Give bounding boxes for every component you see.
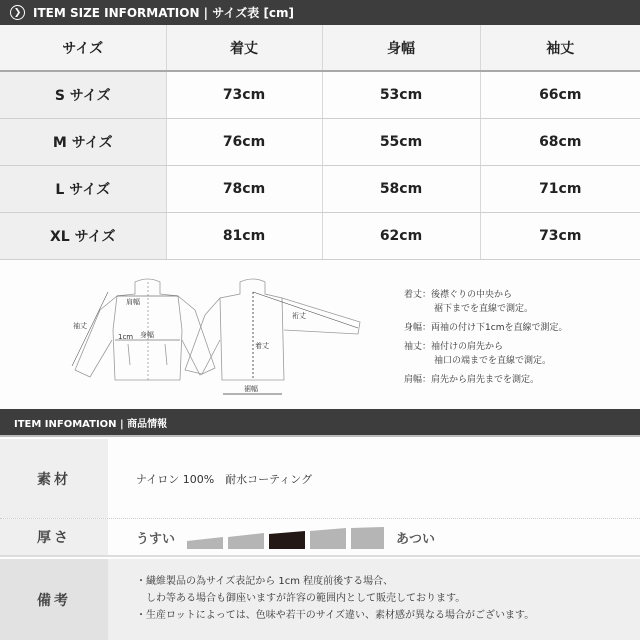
size-label: M サイズ bbox=[0, 118, 166, 165]
table-cell: 55cm bbox=[322, 118, 480, 165]
thick-label: あつい bbox=[396, 531, 436, 547]
table-cell: 62cm bbox=[322, 212, 480, 259]
measurement-notes bbox=[404, 288, 567, 392]
remarks-row bbox=[0, 559, 640, 640]
column-header: サイズ bbox=[0, 25, 166, 71]
remark-line: ・生産ロットによっては、色味や若干のサイズ違い、素材感が異なる場合がございます。 bbox=[136, 610, 535, 621]
item-info-title: ITEM INFOMATION | 商品情報 bbox=[14, 418, 168, 430]
remarks-text bbox=[108, 559, 640, 640]
column-header: 身幅 bbox=[322, 25, 480, 71]
table-cell: 73cm bbox=[480, 212, 640, 259]
table-cell: 68cm bbox=[480, 118, 640, 165]
thickness-scale bbox=[187, 525, 384, 549]
column-header: 着丈 bbox=[166, 25, 322, 71]
table-cell: 81cm bbox=[166, 212, 322, 259]
size-label: L サイズ bbox=[0, 165, 166, 212]
thickness-label: 厚さ bbox=[0, 519, 108, 555]
note-shoulder: 肩幅：肩先から肩先までを測定。 bbox=[404, 375, 540, 385]
thickness-level-1 bbox=[187, 527, 223, 549]
table-row bbox=[0, 71, 640, 118]
remarks-label: 備考 bbox=[0, 559, 108, 640]
thickness-level-5 bbox=[351, 527, 384, 549]
size-table bbox=[0, 25, 640, 260]
table-row bbox=[0, 165, 640, 212]
note-body-width: 身幅：両袖の付け下1cmを直線で測定。 bbox=[404, 323, 568, 333]
note-length: 着丈：後襟ぐりの中央から 裾下までを直線で測定。 bbox=[404, 290, 534, 314]
table-cell: 66cm bbox=[480, 71, 640, 118]
remark-line: しわ等ある場合も御座いますが許容の範囲内として販売しております。 bbox=[136, 593, 466, 604]
table-cell: 76cm bbox=[166, 118, 322, 165]
label-sleeve: 袖丈 bbox=[73, 322, 87, 330]
table-cell: 58cm bbox=[322, 165, 480, 212]
size-label: XL サイズ bbox=[0, 212, 166, 259]
table-cell: 53cm bbox=[322, 71, 480, 118]
label-body-width: 身幅 bbox=[140, 331, 154, 339]
material-label: 素材 bbox=[0, 439, 108, 518]
column-header: 袖丈 bbox=[480, 25, 640, 71]
table-header-row bbox=[0, 25, 640, 71]
material-value: ナイロン 100% 耐水コーティング bbox=[136, 472, 313, 486]
size-info-header bbox=[0, 0, 640, 25]
table-row bbox=[0, 118, 640, 165]
label-shoulder: 肩幅 bbox=[126, 298, 140, 306]
material-row bbox=[0, 439, 640, 519]
chevron-right-circle-icon: ❯ bbox=[10, 5, 25, 20]
table-cell: 71cm bbox=[480, 165, 640, 212]
thickness-row bbox=[0, 519, 640, 557]
table-row bbox=[0, 212, 640, 259]
thickness-level-3-selected bbox=[269, 527, 305, 549]
remark-line: ・繊維製品の為サイズ表記から 1cm 程度前後する場合、 bbox=[136, 576, 394, 587]
label-hem: 裾幅 bbox=[244, 385, 258, 393]
label-yuki: 裄丈 bbox=[292, 312, 306, 320]
label-1cm: 1cm bbox=[118, 333, 134, 341]
size-info-title: ITEM SIZE INFORMATION | サイズ表 [cm] bbox=[33, 6, 295, 20]
item-info-header bbox=[0, 409, 640, 437]
thin-label: うすい bbox=[136, 531, 176, 547]
thickness-level-4 bbox=[310, 527, 346, 549]
label-length: 着丈 bbox=[255, 342, 269, 350]
size-label: S サイズ bbox=[0, 71, 166, 118]
table-cell: 78cm bbox=[166, 165, 322, 212]
table-cell: 73cm bbox=[166, 71, 322, 118]
thickness-level-2 bbox=[228, 527, 264, 549]
note-sleeve: 袖丈：袖付けの肩先から 袖口の端までを直線で測定。 bbox=[404, 342, 552, 366]
jacket-measurement-diagram bbox=[60, 270, 380, 400]
